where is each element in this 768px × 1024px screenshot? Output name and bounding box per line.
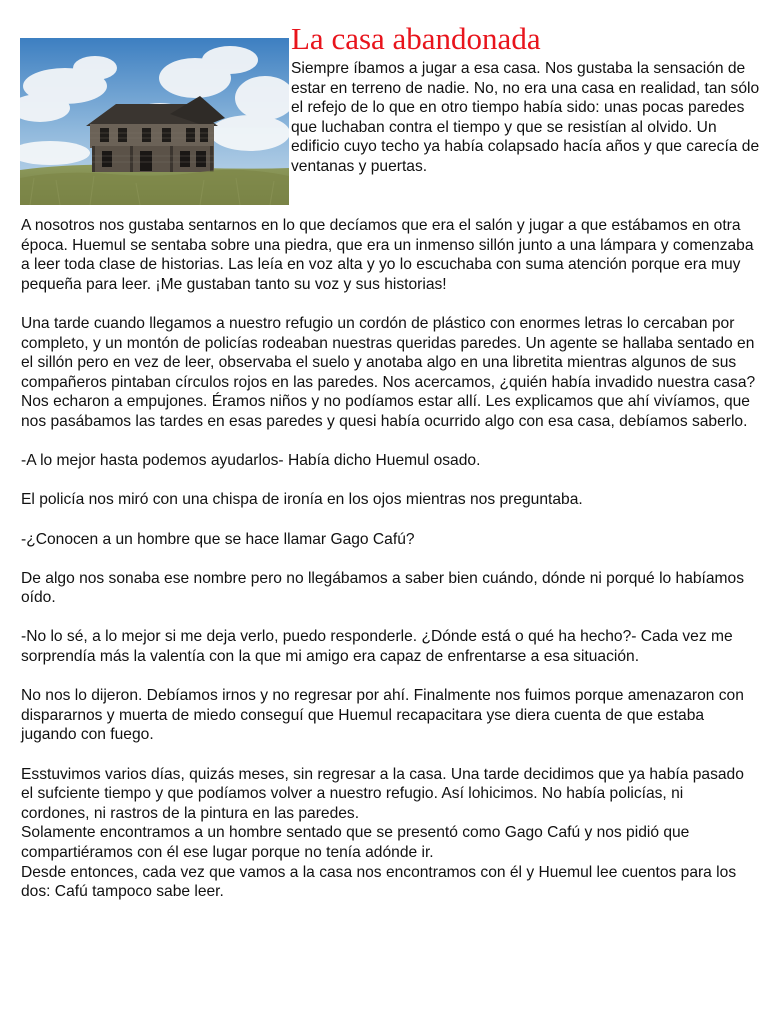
intro-paragraph: Siempre íbamos a jugar a esa casa. Nos gustaba la sensación de estar en terreno de nadie. No, no era una casa en realidad, tan sólo el refejo de lo que en otro tiempo había sido: unas pocas paredes que luchaban contra el tiempo y que se resistían al olvido. Un edificio cuyo techo ya había colapsado hacía años y que carecía de ventanas y puertas. (291, 60, 760, 175)
abandoned-house-photo (20, 38, 289, 205)
story-body (21, 216, 756, 902)
paragraph: -No lo sé, a lo mejor si me deja verlo, puedo responderle. ¿Dónde está o qué ha hecho?- Cada vez me sorprendía más la valentía con la que mi amigo era capaz de enfrentarse a esa situación. (21, 628, 733, 666)
paragraph: Esstuvimos varios días, quizás meses, sin regresar a la casa. Una tarde decidimos que ya había pasado el sufciente tiempo y que podíamos volver a nuestro refugio. Así lohicimos. No había policías, ni cordones, ni rastros de la pintura en las paredes. (21, 765, 744, 822)
paragraph: -A lo mejor hasta podemos ayudarlos- Había dicho Huemul osado. (21, 452, 481, 470)
paragraph: -¿Conocen a un hombre que se hace llamar Gago Cafú? (21, 530, 415, 548)
paragraph: Una tarde cuando llegamos a nuestro refugio un cordón de plástico con enormes letras lo cercaban por completo, y un montón de policías rodeaban nuestras queridas paredes. Un agente se hallaba sentado en el sillón pero en vez de leer, observaba el suelo y anotaba algo en una libretita mientras algunos de sus compañeros pintaban círculos rojos en las paredes. Nos acercamos, ¿quién había invadido nuestra casa? Nos echaron a empujones. Éramos niños y no podíamos estar allí. Les explicamos que ahí vivíamos, que nos pasábamos las tardes en esas paredes y quesi había ocurrido algo con esa casa, debíamos saberlo. (21, 314, 756, 430)
paragraph: De algo nos sonaba ese nombre pero no llegábamos a saber bien cuándo, dónde ni porqué lo habíamos oído. (21, 569, 745, 607)
paragraph: Desde entonces, cada vez que vamos a la casa nos encontramos con él y Huemul lee cuentos para los dos: Cafú tampoco sabe leer. (21, 863, 737, 901)
paragraph: A nosotros nos gustaba sentarnos en lo que decíamos que era el salón y jugar a que estábamos en otra época. Huemul se sentaba sobre una piedra, que era un inmenso sillón junto a una lámpara y comenzaba a leer toda clase de historias. Las leía en voz alta y yo lo escuchaba con suma atención porque era muy pequeña para leer. ¡Me gustaban tanto su voz y sus historias! (21, 217, 754, 293)
page-title: La casa abandonada (291, 21, 541, 56)
paragraph: Solamente encontramos a un hombre sentado que se presentó como Gago Cafú y nos pidió que compartiéramos con él ese lugar porque no tenía adónde ir. (21, 824, 690, 861)
paragraph: No nos lo dijeron. Debíamos irnos y no regresar por ahí. Finalmente nos fuimos porque amenazaron con dispararnos y muerta de miedo conseguí que Huemul recapacitara yse diera cuenta de que estaba jugando con fuego. (21, 687, 744, 744)
paragraph: El policía nos miró con una chispa de ironía en los ojos mientras nos preguntaba. (21, 491, 583, 509)
